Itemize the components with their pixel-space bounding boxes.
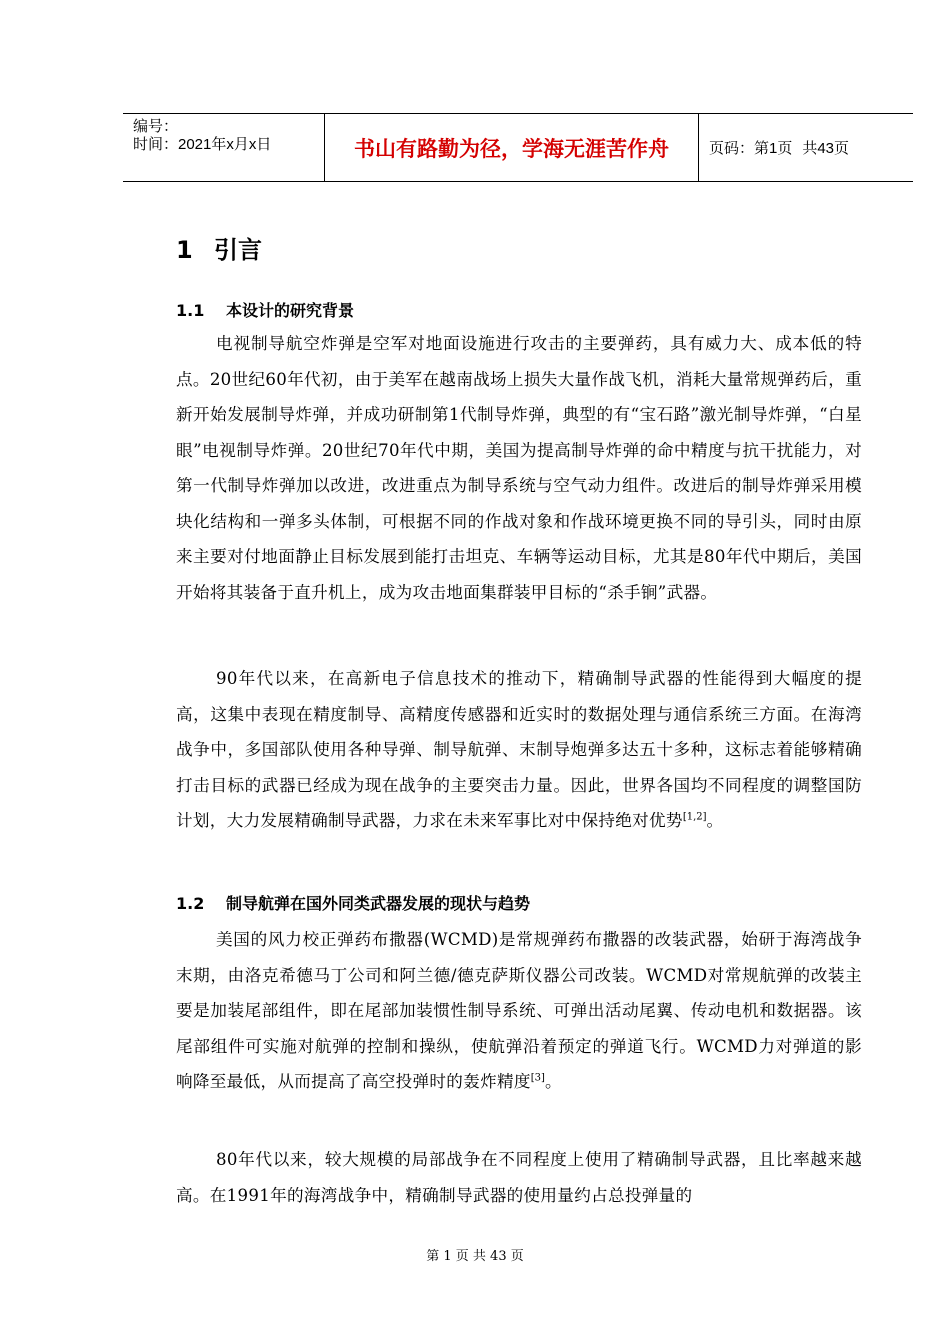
document-number-label: 编号： <box>133 118 179 135</box>
section-title: 引言 <box>214 236 262 264</box>
body-paragraph-2 <box>176 661 862 839</box>
section-number: 1.2 <box>176 894 205 913</box>
section-heading-1-2 <box>176 891 530 914</box>
paragraph-end: 。 <box>706 811 724 830</box>
document-header-table <box>123 113 913 182</box>
citation-ref: [1,2] <box>682 811 707 823</box>
citation-ref: [3] <box>530 1072 545 1084</box>
page-footer: 第 1 页 共 43 页 <box>426 1249 524 1264</box>
body-paragraph-1: 电视制导航空炸弹是空军对地面设施进行攻击的主要弹药，具有威力大、成本低的特点。20世纪60年代初，由于美军在越南战场上损失大量作战飞机，消耗大量常规弹药后，重新开始发展制导炸弹，并成功研制第1代制导炸弹，典型的有“宝石路”激光制导炸弹，“白星眼”电视制导炸弹。20世纪70年代中期，美国为提高制导炸弹的命中精度与抗干扰能力，对第一代制导炸弹加以改进，改进重点为制导系统与空气动力组件。改进后的制导炸弹采用模块化结构和一弹多头体制，可根据不同的作战对象和作战环境更换不同的导引头，同时由原来主要对付地面静止目标发展到能打击坦克、车辆等运动目标，尤其是80年代中期后，美国开始将其装备于直升机上，成为攻击地面集群装甲目标的“杀手锏”武器。 <box>176 334 862 602</box>
paragraph-end: 。 <box>544 1072 562 1091</box>
paragraph-text: 90年代以来，在高新电子信息技术的推动下，精确制导武器的性能得到大幅度的提高，这集中表现在精度制导、高精度传感器和近实时的数据处理与通信系统三方面。在海湾战争中，多国部队使用各种导弹、制导航弹、末制导炮弹多达五十多种，这标志着能够精确打击目标的武器已经成为现在战争的主要突击力量。因此，世界各国均不同程度的调整国防计划，大力发展精确制导武器，力求在未来军事比对中保持绝对优势 <box>176 669 862 830</box>
section-title: 制导航弹在国外同类武器发展的现状与趋势 <box>226 894 531 913</box>
section-number: 1.1 <box>176 301 205 320</box>
header-page-cell <box>699 114 913 181</box>
header-page-total: 共43页 <box>802 140 850 157</box>
section-heading-1 <box>176 230 262 265</box>
body-paragraph-4: 80年代以来，较大规模的局部战争在不同程度上使用了精确制导武器，且比率越来越高。在1991年的海湾战争中，精确制导武器的使用量约占总投弹量的 <box>176 1150 862 1205</box>
body-paragraph-3 <box>176 922 862 1100</box>
section-heading-1-1 <box>176 298 354 321</box>
section-title: 本设计的研究背景 <box>226 301 355 320</box>
section-number: 1 <box>176 236 193 264</box>
header-meta-cell <box>123 114 325 181</box>
paragraph-text: 美国的风力校正弹药布撒器(WCMD)是常规弹药布撒器的改装武器，始研于海湾战争末期，由洛克希德马丁公司和阿兰德/德克萨斯仪器公司改装。WCMD对常规航弹的改装主要是加装尾部组件，即在尾部加装惯性制导系统、可弹出活动尾翼、传动电机和数据器。该尾部组件可实施对航弹的控制和操纵，使航弹沿着预定的弹道飞行。WCMD力对弹道的影响降至最低，从而提高了高空投弹时的轰炸精度 <box>176 930 862 1091</box>
header-motto: 书山有路勤为径，学海无涯苦作舟 <box>325 114 699 181</box>
header-page-number: 页码：第1页 <box>709 140 793 157</box>
document-time-label: 时间：2021年x月x日 <box>133 136 272 153</box>
